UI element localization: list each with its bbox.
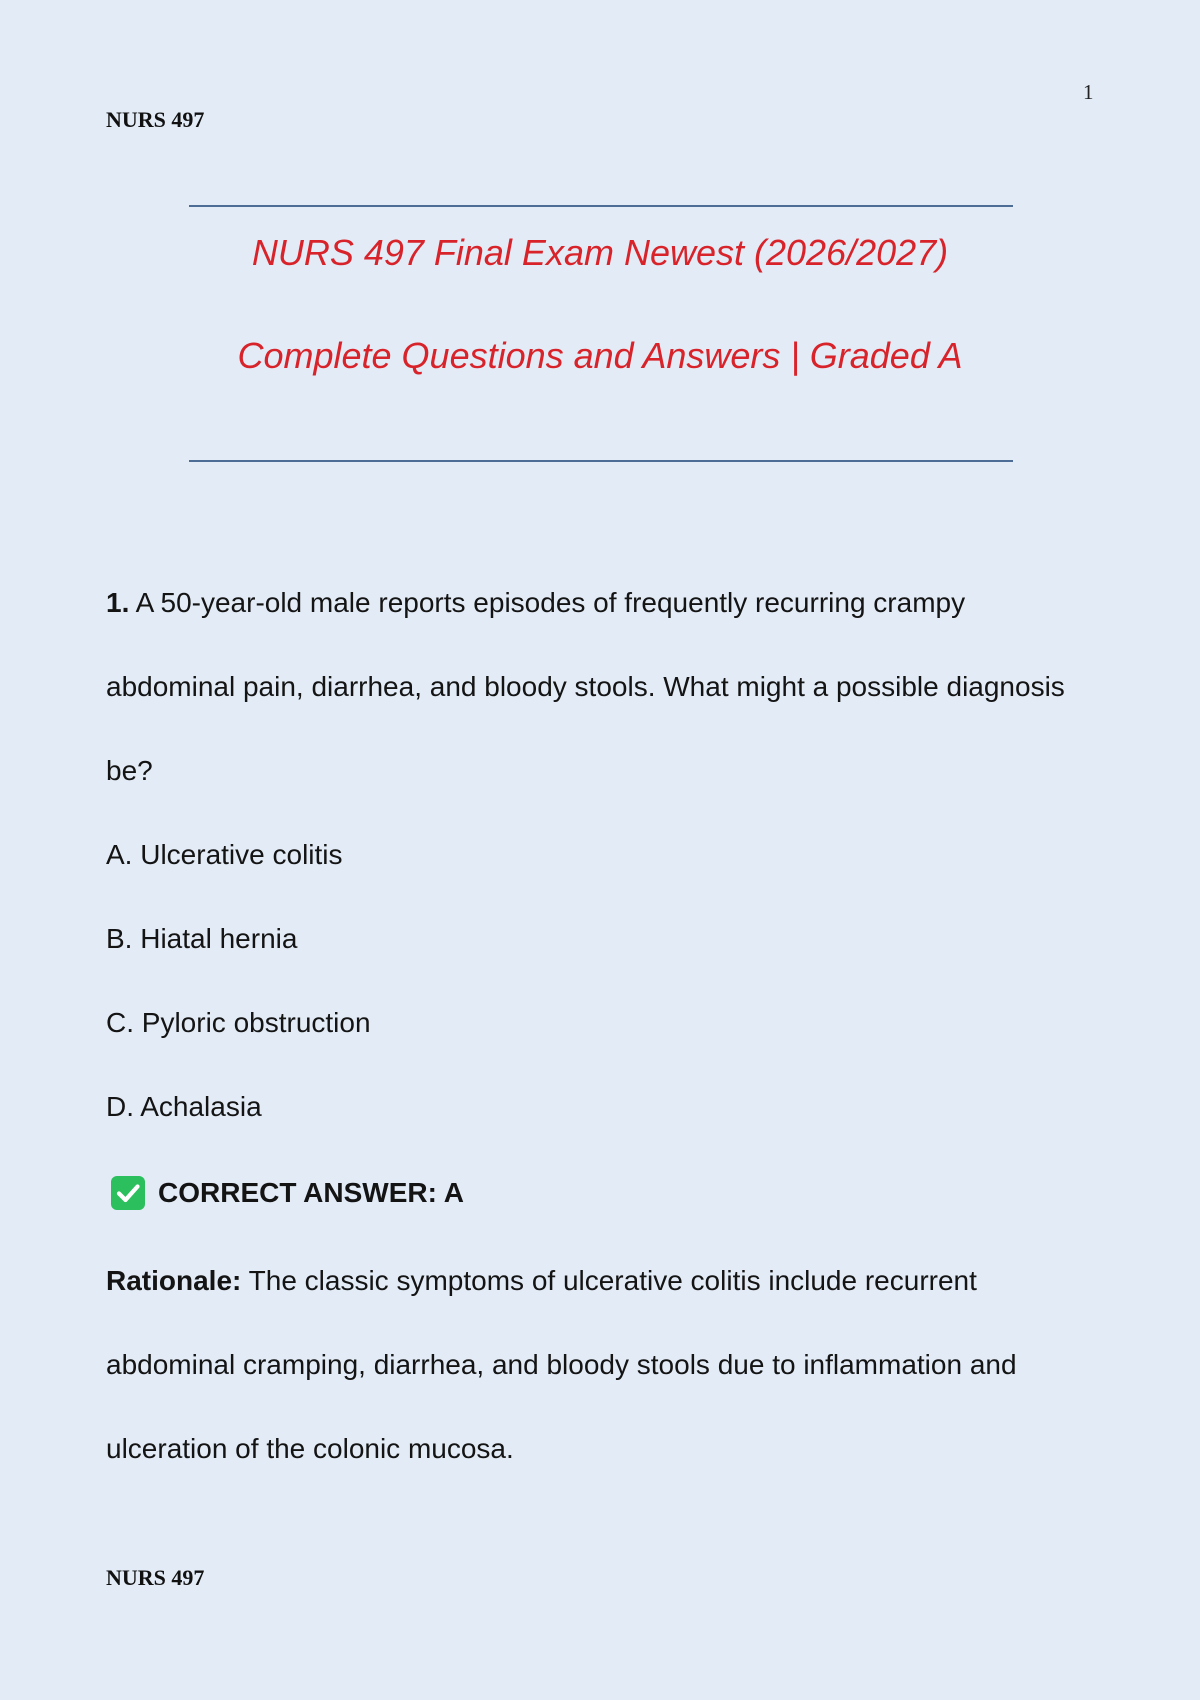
question-line: abdominal pain, diarrhea, and bloody stools. What might a possible diagnosis <box>106 671 1065 702</box>
document-subtitle: Complete Questions and Answers | Graded A <box>237 335 963 376</box>
question-text: A 50-year-old male reports episodes of frequently recurring crampy <box>135 587 966 618</box>
option-d: D. Achalasia <box>106 1091 262 1122</box>
rationale-line: abdominal cramping, diarrhea, and bloody stools due to inflammation and <box>106 1349 1017 1380</box>
question-number: 1. <box>106 587 130 618</box>
rationale-label: Rationale: <box>106 1265 242 1296</box>
question-line <box>106 586 965 620</box>
title-rule-bottom <box>189 460 1013 462</box>
page-number: 1 <box>1083 80 1094 104</box>
correct-answer-text: CORRECT ANSWER: A <box>158 1177 464 1208</box>
document-title: NURS 497 Final Exam Newest (2026/2027) <box>251 232 949 273</box>
rationale-line: ulceration of the colonic mucosa. <box>106 1433 514 1464</box>
page-footer: NURS 497 <box>106 1565 205 1590</box>
question-line: be? <box>106 755 153 786</box>
rationale-text: The classic symptoms of ulcerative colitis include recurrent <box>248 1265 977 1296</box>
option-a: A. Ulcerative colitis <box>106 839 343 870</box>
correct-answer <box>111 1175 464 1211</box>
check-mark-icon <box>111 1176 145 1210</box>
title-rule-top <box>189 205 1013 207</box>
option-c: C. Pyloric obstruction <box>106 1007 371 1038</box>
option-b: B. Hiatal hernia <box>106 923 298 954</box>
page-header: NURS 497 <box>106 107 205 132</box>
rationale-line <box>106 1264 977 1298</box>
